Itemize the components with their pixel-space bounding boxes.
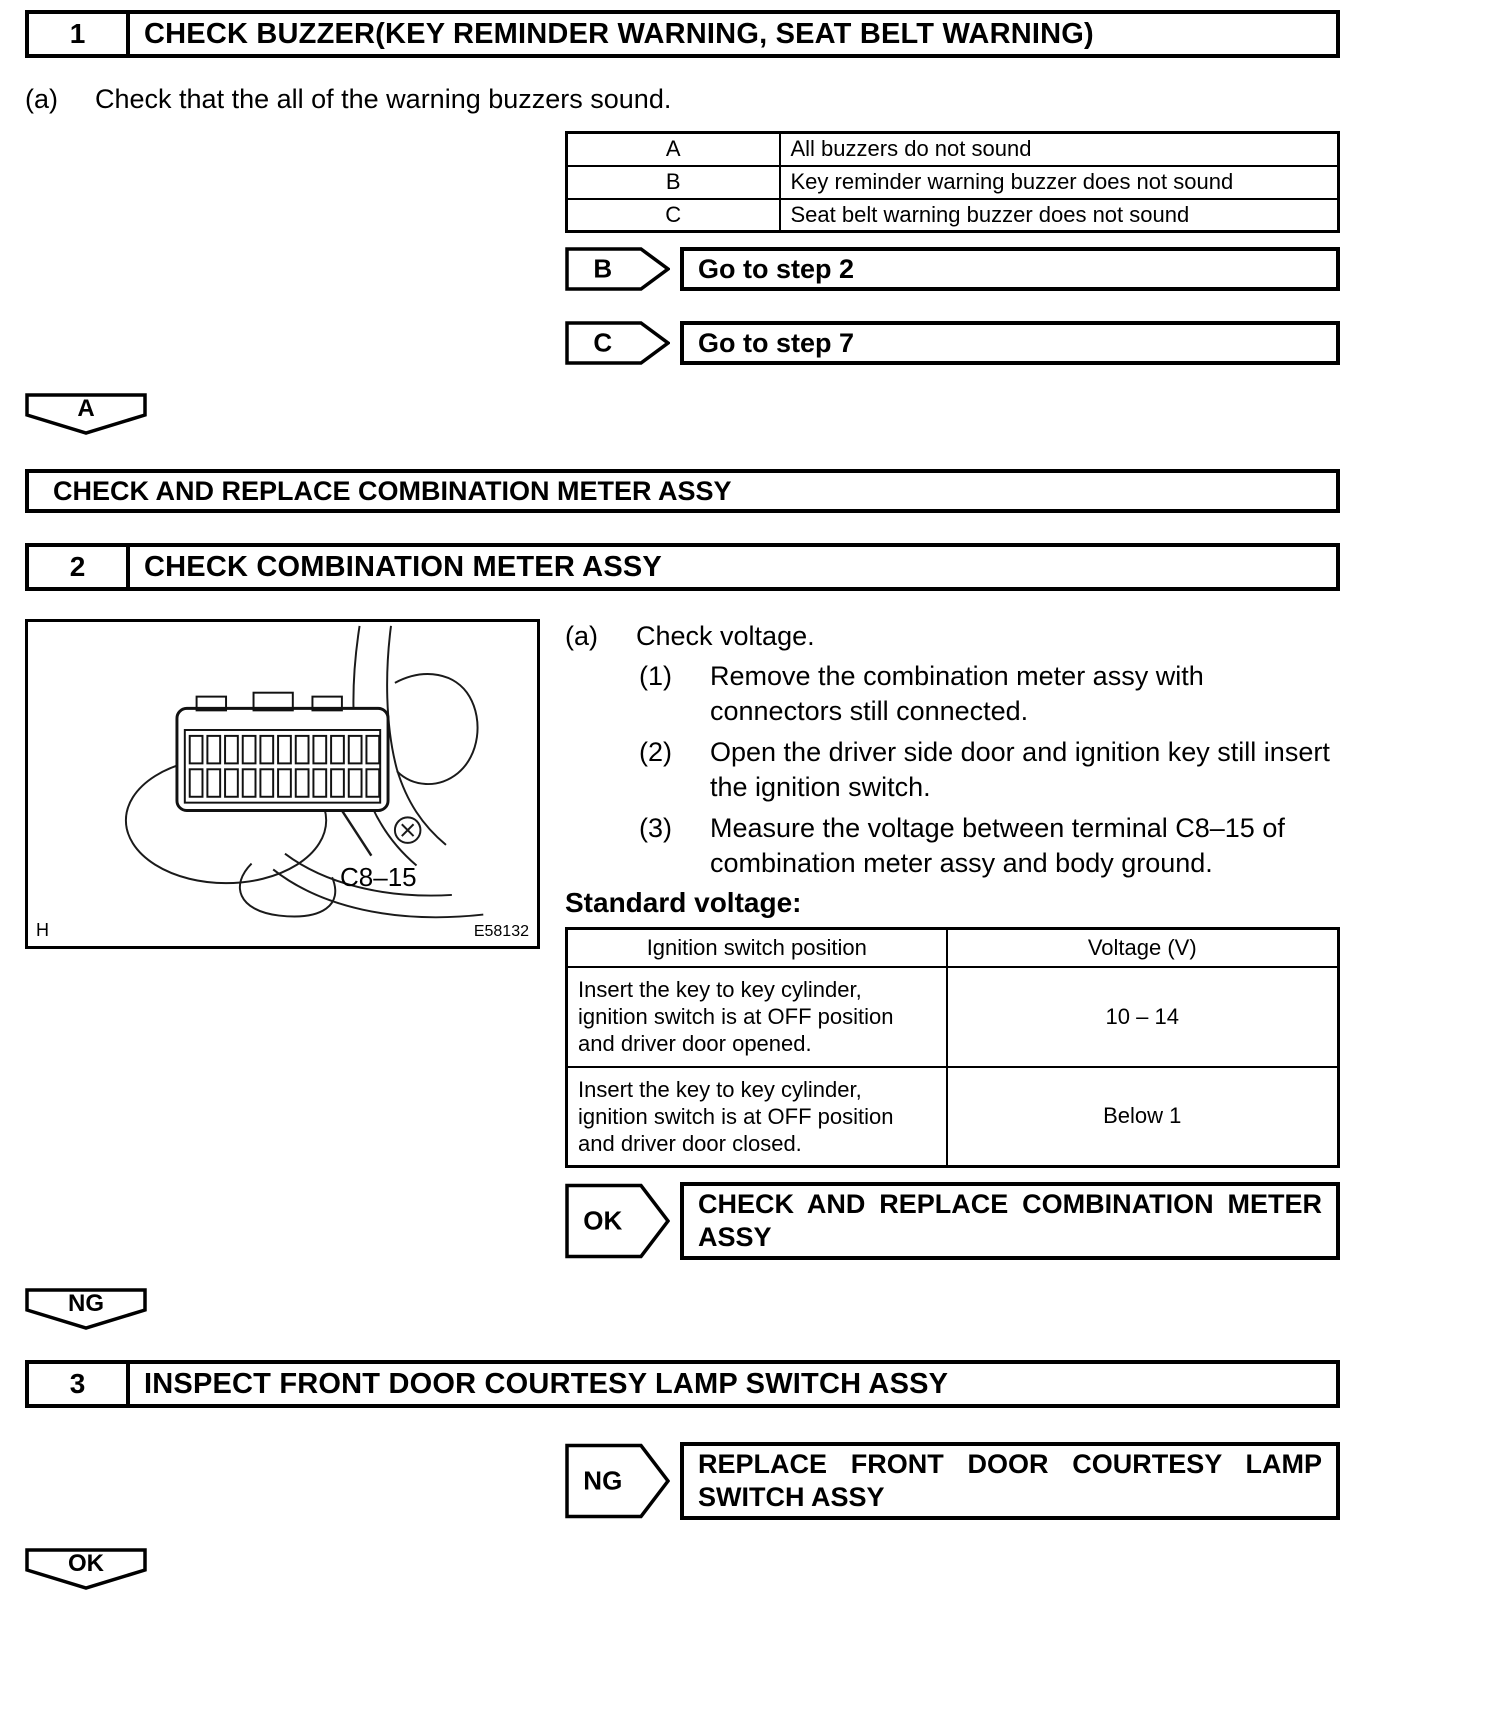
connector-drawing (28, 622, 537, 946)
branch-ng (565, 1442, 1340, 1520)
table-row (567, 166, 1339, 199)
step2-body (25, 619, 1340, 1260)
branch-ok-action-text: CHECK AND REPLACE COMBINATION METER ASSY (698, 1189, 1322, 1252)
branch-ng-arrow (565, 1442, 670, 1520)
connector-ok-label: OK (68, 1550, 104, 1577)
branch-ok-action (680, 1182, 1340, 1260)
step2-instructions (565, 619, 1340, 1260)
branch-b-action (680, 247, 1340, 291)
voltage-table-header-position: Ignition switch position (567, 929, 947, 967)
table-row (567, 967, 1339, 1067)
table-row (567, 133, 1339, 166)
step1-number: 1 (29, 14, 130, 54)
result-desc-cell: All buzzers do not sound (780, 133, 1339, 166)
branch-b-action-text: Go to step 2 (698, 253, 855, 284)
step2-header (25, 543, 1340, 591)
substep-1-number: (1) (639, 661, 672, 691)
action-box-title: CHECK AND REPLACE COMBINATION METER ASSY (53, 475, 732, 506)
step2-title: CHECK COMBINATION METER ASSY (144, 550, 662, 583)
standard-voltage-label: Standard voltage: (565, 887, 802, 918)
step1-instruction-label: (a) (25, 84, 58, 114)
branch-b-arrow (565, 247, 670, 291)
voltage-table (565, 927, 1340, 1168)
substep-2 (565, 735, 1340, 805)
substep-1 (565, 659, 1340, 729)
step3-number: 3 (29, 1364, 130, 1404)
table-header-row (567, 929, 1339, 967)
substep-3-number: (3) (639, 813, 672, 843)
connector-ng (25, 1288, 147, 1330)
step1-header (25, 10, 1340, 58)
connector-a-label: A (77, 395, 95, 422)
substep-2-number: (2) (639, 737, 672, 767)
terminal-callout-label: C8–15 (340, 862, 417, 892)
branch-c (565, 321, 1340, 365)
result-code-cell: B (567, 166, 780, 199)
substep-3 (565, 811, 1340, 881)
step3-header (25, 1360, 1340, 1408)
branch-ng-label: NG (583, 1465, 623, 1496)
branch-c-action (680, 321, 1340, 365)
branch-c-action-text: Go to step 7 (698, 327, 855, 358)
substep-2-text: Open the driver side door and ignition key still insert the ignition switch. (710, 737, 1330, 802)
substep-1-text: Remove the combination meter assy with connectors still connected. (710, 661, 1204, 726)
branch-ok-label: OK (583, 1205, 623, 1236)
result-code-cell: C (567, 199, 780, 232)
voltage-condition-cell: Insert the key to key cylinder, ignition switch is at OFF position and driver door closed. (567, 1067, 947, 1167)
branch-b-label: B (593, 253, 613, 284)
result-desc-cell: Seat belt warning buzzer does not sound (780, 199, 1339, 232)
connector-a (25, 393, 147, 435)
voltage-condition-cell: Insert the key to key cylinder, ignition switch is at OFF position and driver door opened. (567, 967, 947, 1067)
step2-instruction-text: Check voltage. (636, 621, 815, 651)
buzzer-result-table (565, 131, 1340, 233)
branch-ok-arrow (565, 1182, 670, 1260)
step2-instruction (565, 619, 1340, 653)
branch-ok (565, 1182, 1340, 1260)
figure-corner-label: H (36, 920, 49, 940)
connector-figure (25, 619, 540, 949)
table-row (567, 1067, 1339, 1167)
voltage-value-cell: Below 1 (947, 1067, 1339, 1167)
branch-c-arrow (565, 321, 670, 365)
connector-ok (25, 1548, 147, 1590)
step1-instruction (25, 84, 1340, 115)
step2-instruction-label: (a) (565, 621, 598, 651)
substep-3-text: Measure the voltage between terminal C8–15 of combination meter assy and body ground. (710, 813, 1285, 878)
branch-b (565, 247, 1340, 291)
action-box-check-replace-meter (25, 469, 1340, 513)
voltage-value-cell: 10 – 14 (947, 967, 1339, 1067)
result-desc-cell: Key reminder warning buzzer does not sound (780, 166, 1339, 199)
connector-ng-label: NG (68, 1290, 104, 1317)
step1-title: CHECK BUZZER(KEY REMINDER WARNING, SEAT BELT WARNING) (144, 17, 1094, 50)
branch-ng-action-text: REPLACE FRONT DOOR COURTESY LAMP SWITCH ASSY (698, 1449, 1322, 1512)
step2-number: 2 (29, 547, 130, 587)
figure-id-label: E58132 (473, 923, 529, 940)
step3-title: INSPECT FRONT DOOR COURTESY LAMP SWITCH ASSY (144, 1367, 949, 1400)
voltage-table-header-voltage: Voltage (V) (947, 929, 1339, 967)
step1-instruction-text: Check that the all of the warning buzzers sound. (95, 84, 672, 114)
branch-ng-action (680, 1442, 1340, 1520)
table-row (567, 199, 1339, 232)
result-code-cell: A (567, 133, 780, 166)
branch-c-label: C (593, 327, 613, 358)
